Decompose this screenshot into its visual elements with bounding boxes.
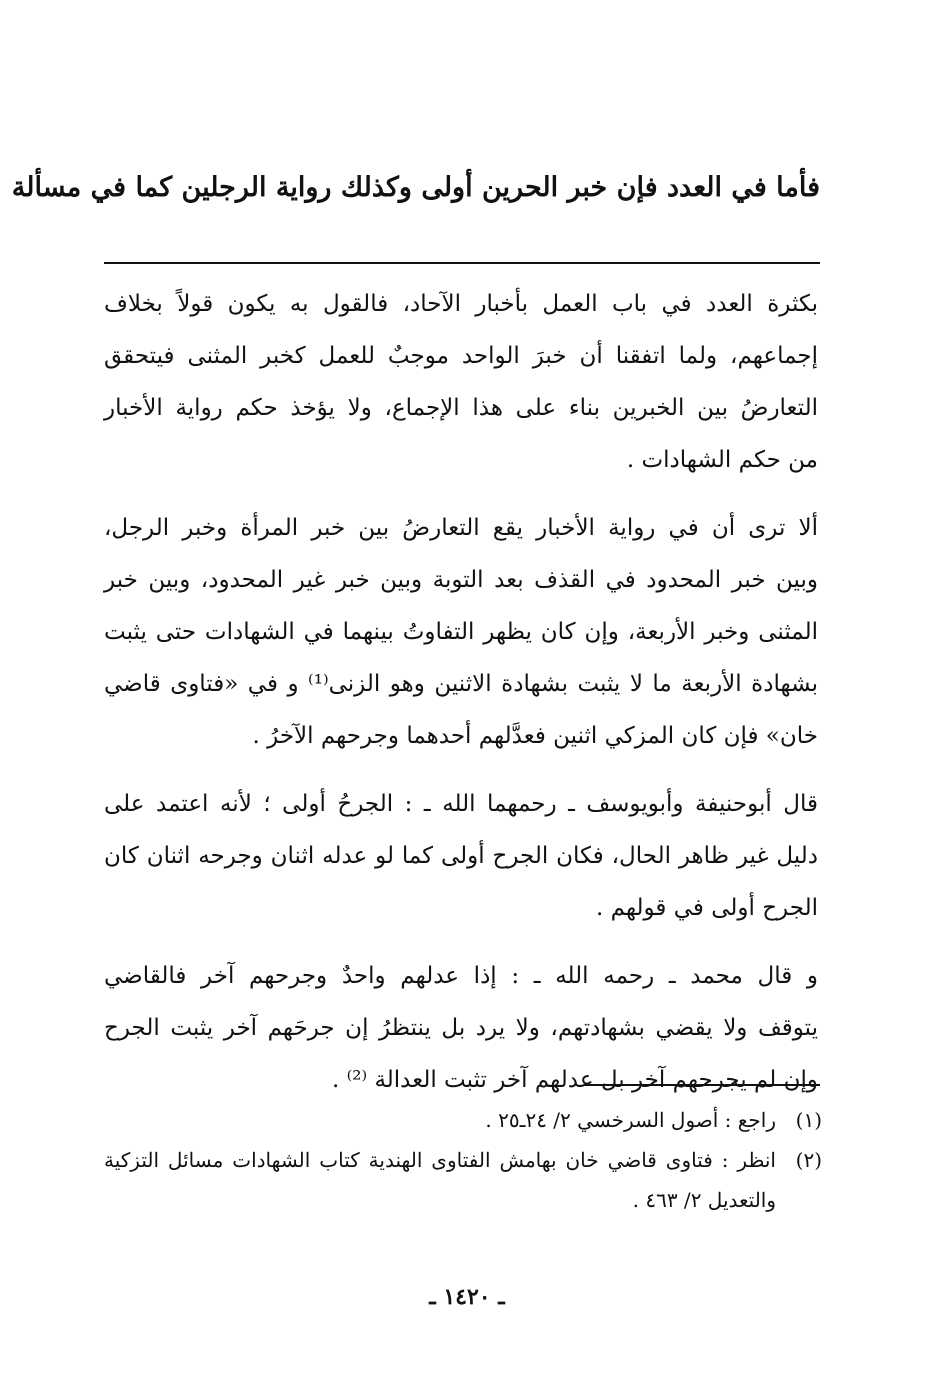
running-header: فأما في العدد فإن خبر الحرين أولى وكذلك رواية الرجلين كما في مسألة — [11, 172, 820, 203]
footnote-divider — [585, 1084, 820, 1086]
paragraph-1 — [104, 278, 818, 486]
footnotes — [104, 1100, 822, 1220]
page-number: ـ ١٤٢٠ ـ — [429, 1284, 505, 1310]
footnote-marker: (١) — [795, 1108, 822, 1132]
paragraph-2 — [104, 502, 818, 762]
text-line: الجرح أولى في قولهم . — [596, 895, 818, 921]
footnote-text: انظر : فتاوى قاضي خان بهامش الفتاوى الهندية كتاب الشهادات مسائل التزكية — [104, 1148, 776, 1172]
footnote-1 — [104, 1100, 822, 1140]
text-line: دليل غير ظاهر الحال، فكان الجرح أولى كما لو عدله اثنان وجرحه اثنان كان — [104, 843, 818, 869]
footnote-text: والتعديل ٢/ ٤٦٣ . — [632, 1188, 776, 1212]
text-line: وبين خبر المحدود في القذف بعد التوبة وبين خبر غير المحدود، وبين خبر — [104, 567, 818, 593]
text-line: وإن لم يجرحهم آخر بل عدلهم آخر تثبت العدالة ⁽²⁾ . — [331, 1067, 818, 1093]
text-line: بكثرة العدد في باب العمل بأخبار الآحاد، فالقول به يكون قولاً بخلاف — [104, 291, 818, 317]
text-line: من حكم الشهادات . — [626, 447, 818, 473]
text-line: ألا ترى أن في رواية الأخبار يقع التعارضُ بين خبر المرأة وخبر الرجل، — [104, 515, 818, 541]
text-line: إجماعهم، ولما اتفقنا أن خبرَ الواحد موجبٌ للعمل كخبر المثنى فيتحقق — [104, 343, 818, 369]
text-line: قال أبوحنيفة وأبويوسف ـ رحمهما الله ـ : الجرحُ أولى ؛ لأنه اعتمد على — [104, 791, 818, 817]
paragraph-3 — [104, 778, 818, 934]
text-line: التعارضُ بين الخبرين بناء على هذا الإجماع، ولا يؤخذ حكم رواية الأخبار — [104, 395, 818, 421]
footnote-marker: (٢) — [795, 1148, 822, 1172]
text-line: بشهادة الأربعة ما لا يثبت بشهادة الاثنين وهو الزنى⁽¹⁾ و في «فتاوى قاضي — [104, 671, 818, 697]
header-divider — [104, 262, 820, 264]
paragraph-4 — [104, 950, 818, 1106]
footnote-2 — [104, 1140, 822, 1220]
text-line: و قال محمد ـ رحمه الله ـ : إذا عدلهم واحدٌ وجرحهم آخر فالقاضي — [104, 963, 818, 989]
text-line: المثنى وخبر الأربعة، وإن كان يظهر التفاوتُ بينهما في الشهادات حتى يثبت — [104, 619, 818, 645]
text-line: يتوقف ولا يقضي بشهادتهم، ولا يرد بل ينتظرُ إن جرحَهم آخر يثبت الجرح — [104, 1015, 818, 1041]
main-text — [104, 278, 818, 1106]
footnote-text: راجع : أصول السرخسي ٢/ ٢٤ـ٢٥ . — [485, 1108, 776, 1132]
text-line: خان» فإن كان المزكي اثنين فعدَّلهم أحدهما وجرحهم الآخرُ . — [252, 723, 818, 749]
